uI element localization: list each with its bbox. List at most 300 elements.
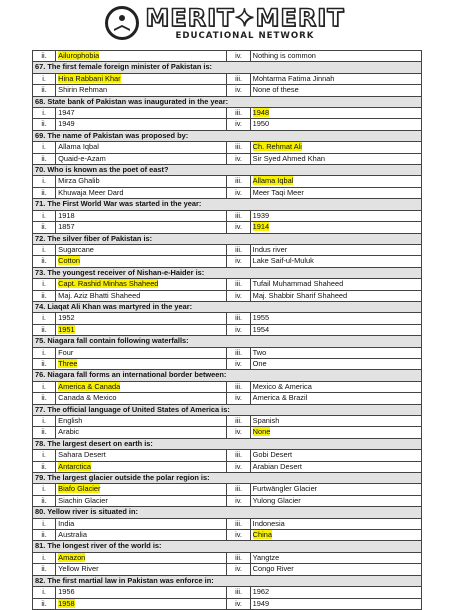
- option-number: [227, 244, 250, 255]
- option-label: India: [58, 518, 75, 528]
- option-number-label: iii.: [235, 587, 243, 597]
- option-row: [33, 108, 422, 119]
- option-label: Allama Iqbal: [58, 142, 99, 152]
- option-row: [33, 484, 422, 495]
- option-number-label: iii.: [235, 279, 243, 289]
- option-text: [56, 484, 227, 495]
- option-number-label: ii.: [41, 461, 47, 471]
- option-label: Australia: [58, 530, 87, 540]
- option-text: [250, 347, 421, 358]
- option-number-label: ii.: [41, 85, 47, 95]
- option-text: [250, 427, 421, 438]
- option-number: [227, 324, 250, 335]
- option-number: [227, 518, 250, 529]
- option-number-label: iii.: [235, 552, 243, 562]
- question-text: 79. The largest glacier outside the polar region is:: [33, 473, 422, 484]
- option-text: [56, 347, 227, 358]
- question-row: [33, 575, 422, 586]
- option-text: [250, 495, 421, 506]
- option-text: [250, 450, 421, 461]
- question-text: 67. The first female foreign minister of Pakistan is:: [33, 62, 422, 73]
- option-number: [227, 153, 250, 164]
- option-text: [56, 598, 227, 609]
- option-number: [227, 552, 250, 563]
- merit-logo-icon: [105, 6, 139, 40]
- correct-answer: Ailurophobia: [58, 51, 100, 60]
- option-row: [33, 279, 422, 290]
- option-number: [227, 51, 250, 62]
- option-text: [250, 176, 421, 187]
- option-number-label: ii.: [41, 358, 47, 368]
- question-text: 76. Niagara fall forms an international border between:: [33, 370, 422, 381]
- option-number: [33, 85, 56, 96]
- option-number: [227, 416, 250, 427]
- option-number: [227, 564, 250, 575]
- question-text: 78. The largest desert on earth is:: [33, 438, 422, 449]
- question-text: 75. Niagara fall contain following waterfalls:: [33, 336, 422, 347]
- option-number: [227, 85, 250, 96]
- option-row: [33, 598, 422, 609]
- option-row: [33, 222, 422, 233]
- option-label: Mexico & America: [252, 381, 312, 391]
- option-number-label: i.: [42, 176, 46, 186]
- option-row: [33, 416, 422, 427]
- option-number-label: iv.: [235, 598, 242, 608]
- question-row: [33, 96, 422, 107]
- option-number: [227, 142, 250, 153]
- option-label: Maj. Aziz Bhatti Shaheed: [58, 290, 141, 300]
- option-number: [227, 108, 250, 119]
- option-label: Tufail Muhammad Shaheed: [252, 279, 344, 289]
- option-row: [33, 244, 422, 255]
- option-number-label: ii.: [41, 222, 47, 232]
- option-label: English: [58, 416, 83, 425]
- option-number-label: i.: [42, 142, 46, 152]
- option-number: [227, 450, 250, 461]
- option-number-label: ii.: [41, 51, 47, 60]
- option-number-label: iii.: [235, 142, 243, 152]
- question-text: 80. Yellow river is situated in:: [33, 507, 422, 518]
- option-number-label: i.: [42, 347, 46, 357]
- option-text: [56, 587, 227, 598]
- option-number: [33, 347, 56, 358]
- option-text: [250, 552, 421, 563]
- option-label: Maj. Shabbir Sharif Shaheed: [252, 290, 348, 300]
- option-number-label: ii.: [41, 290, 47, 300]
- option-number-label: i.: [42, 108, 46, 118]
- option-label: Furtwängler Glacier: [252, 484, 318, 494]
- option-row: [33, 142, 422, 153]
- option-number-label: i.: [42, 450, 46, 460]
- question-row: [33, 507, 422, 518]
- option-row: [33, 450, 422, 461]
- option-number: [227, 176, 250, 187]
- option-number-label: ii.: [41, 153, 47, 163]
- option-row: [33, 358, 422, 369]
- option-text: [56, 450, 227, 461]
- option-text: [56, 564, 227, 575]
- option-label: Sugarcane: [58, 244, 94, 254]
- option-number: [33, 108, 56, 119]
- option-row: [33, 73, 422, 84]
- correct-answer: Allama Iqbal: [252, 176, 294, 186]
- option-label: Mohtarma Fatima Jinnah: [252, 73, 335, 83]
- option-row: [33, 427, 422, 438]
- option-number: [33, 244, 56, 255]
- option-row: [33, 119, 422, 130]
- option-text: [250, 290, 421, 301]
- option-label: 1956: [58, 587, 75, 597]
- option-number-label: iv.: [235, 51, 242, 60]
- option-text: [56, 416, 227, 427]
- option-number: [33, 324, 56, 335]
- option-row: [33, 347, 422, 358]
- option-label: Congo River: [252, 564, 294, 574]
- option-number-label: ii.: [41, 427, 47, 437]
- option-number: [227, 279, 250, 290]
- question-row: [33, 301, 422, 312]
- option-number-label: iv.: [235, 119, 242, 129]
- option-number-label: ii.: [41, 495, 47, 505]
- option-number-label: i.: [42, 73, 46, 83]
- option-number-label: i.: [42, 313, 46, 323]
- option-row: [33, 518, 422, 529]
- option-text: [56, 279, 227, 290]
- option-number: [227, 358, 250, 369]
- option-number-label: iii.: [235, 73, 243, 83]
- option-number-label: iii.: [235, 244, 243, 254]
- correct-answer: Capt. Rashid Minhas Shaheed: [58, 279, 159, 289]
- option-number: [227, 210, 250, 221]
- option-text: [56, 427, 227, 438]
- option-number: [33, 176, 56, 187]
- correct-answer: Amazon: [58, 552, 86, 562]
- option-number: [33, 416, 56, 427]
- option-number-label: iv.: [235, 324, 242, 334]
- option-number-label: iv.: [235, 290, 242, 300]
- option-number: [33, 256, 56, 267]
- brand-title: MERIT✦MERIT: [145, 3, 345, 32]
- option-number-label: ii.: [41, 564, 47, 574]
- option-number-label: iii.: [235, 518, 243, 528]
- option-number: [33, 187, 56, 198]
- option-number: [33, 598, 56, 609]
- option-number: [33, 358, 56, 369]
- option-number: [227, 222, 250, 233]
- question-text: 71. The First World War was started in the year:: [33, 199, 422, 210]
- question-text: 81. The longest river of the world is:: [33, 541, 422, 552]
- option-row: [33, 564, 422, 575]
- option-number-label: iv.: [235, 427, 242, 437]
- correct-answer: Three: [58, 358, 78, 368]
- option-text: [250, 587, 421, 598]
- option-number-label: iv.: [235, 530, 242, 540]
- option-text: [56, 290, 227, 301]
- option-number-label: iv.: [235, 187, 242, 197]
- option-number: [33, 279, 56, 290]
- option-label: Khuwaja Meer Dard: [58, 187, 124, 197]
- option-label: 1954: [252, 324, 270, 334]
- correct-answer: 1914: [252, 222, 270, 232]
- option-number: [227, 347, 250, 358]
- option-row: [33, 153, 422, 164]
- option-text: [250, 119, 421, 130]
- option-row: [33, 461, 422, 472]
- option-text: [56, 552, 227, 563]
- question-text: 72. The silver fiber of Pakistan is:: [33, 233, 422, 244]
- option-text: [250, 244, 421, 255]
- option-number-label: i.: [42, 279, 46, 289]
- option-label: Indus river: [252, 244, 288, 254]
- option-label: Two: [252, 347, 267, 357]
- option-text: [56, 153, 227, 164]
- option-label: 1939: [252, 210, 270, 220]
- correct-answer: None: [252, 427, 271, 437]
- option-number: [33, 518, 56, 529]
- option-number: [33, 51, 56, 62]
- option-number-label: iv.: [235, 256, 242, 266]
- option-text: [56, 495, 227, 506]
- option-number: [33, 313, 56, 324]
- option-number-label: i.: [42, 484, 46, 494]
- correct-answer: 1958: [58, 598, 75, 608]
- option-number: [33, 530, 56, 541]
- mcq-table: [32, 50, 422, 610]
- option-row: [33, 381, 422, 392]
- option-text: [250, 85, 421, 96]
- option-text: [56, 358, 227, 369]
- question-row: [33, 336, 422, 347]
- option-number: [33, 142, 56, 153]
- option-number: [227, 393, 250, 404]
- option-row: [33, 51, 422, 62]
- option-label: Arabic: [58, 427, 80, 437]
- option-label: Lake Saif-ul-Muluk: [252, 256, 314, 266]
- option-number-label: ii.: [41, 393, 47, 403]
- option-row: [33, 313, 422, 324]
- option-label: Arabian Desert: [252, 461, 302, 471]
- option-number: [227, 530, 250, 541]
- option-label: 1955: [252, 313, 270, 323]
- option-number-label: iv.: [235, 222, 242, 232]
- option-label: Mirza Ghalib: [58, 176, 100, 186]
- question-row: [33, 370, 422, 381]
- option-label: 1962: [252, 587, 270, 597]
- question-row: [33, 62, 422, 73]
- question-row: [33, 541, 422, 552]
- option-number-label: iii.: [235, 416, 243, 425]
- option-text: [250, 142, 421, 153]
- option-number: [227, 290, 250, 301]
- question-text: 74. Liaqat Ali Khan was martyred in the year:: [33, 301, 422, 312]
- option-number: [227, 427, 250, 438]
- option-text: [250, 381, 421, 392]
- correct-answer: Cotton: [58, 256, 80, 266]
- question-text: 69. The name of Pakistan was proposed by:: [33, 130, 422, 141]
- option-label: 1918: [58, 210, 75, 220]
- option-text: [56, 222, 227, 233]
- option-text: [56, 256, 227, 267]
- question-text: 77. The official language of United States of America is:: [33, 404, 422, 415]
- option-number: [227, 256, 250, 267]
- option-number-label: ii.: [41, 119, 47, 129]
- question-text: 70. Who is known as the poet of east?: [33, 165, 422, 176]
- option-text: [56, 119, 227, 130]
- option-label: Sahara Desert: [58, 450, 106, 460]
- option-number: [33, 552, 56, 563]
- option-label: Four: [58, 347, 74, 357]
- option-text: [56, 530, 227, 541]
- option-row: [33, 210, 422, 221]
- option-label: None of these: [252, 85, 299, 95]
- question-row: [33, 130, 422, 141]
- question-row: [33, 199, 422, 210]
- option-number-label: i.: [42, 587, 46, 597]
- correct-answer: America & Canada: [58, 381, 121, 391]
- option-row: [33, 187, 422, 198]
- option-number-label: ii.: [41, 530, 47, 540]
- option-text: [250, 313, 421, 324]
- option-number-label: ii.: [41, 187, 47, 197]
- option-number-label: i.: [42, 552, 46, 562]
- option-label: Indonesia: [252, 518, 285, 528]
- option-number-label: iii.: [235, 484, 243, 494]
- option-number: [33, 495, 56, 506]
- question-row: [33, 233, 422, 244]
- correct-answer: 1951: [58, 324, 75, 334]
- option-number-label: iv.: [235, 564, 242, 574]
- option-number: [33, 210, 56, 221]
- option-label: Yangtze: [252, 552, 280, 562]
- option-label: 1949: [58, 119, 75, 129]
- option-number-label: iv.: [235, 461, 242, 471]
- option-text: [56, 244, 227, 255]
- option-number-label: iii.: [235, 313, 243, 323]
- option-label: Nothing is common: [252, 51, 316, 60]
- option-number-label: i.: [42, 416, 46, 425]
- option-text: [250, 461, 421, 472]
- option-number-label: iii.: [235, 450, 243, 460]
- option-number: [33, 73, 56, 84]
- correct-answer: 1948: [252, 108, 270, 118]
- option-row: [33, 256, 422, 267]
- option-label: 1947: [58, 108, 75, 118]
- option-number-label: iv.: [235, 495, 242, 505]
- option-text: [250, 73, 421, 84]
- option-text: [250, 324, 421, 335]
- option-number: [33, 153, 56, 164]
- option-text: [56, 518, 227, 529]
- correct-answer: Ch. Rehmat Ali: [252, 142, 302, 152]
- option-number: [33, 290, 56, 301]
- option-text: [56, 461, 227, 472]
- option-label: Shirin Rehman: [58, 85, 108, 95]
- option-label: 1857: [58, 222, 75, 232]
- option-number: [227, 598, 250, 609]
- option-row: [33, 495, 422, 506]
- option-text: [250, 108, 421, 119]
- option-text: [56, 176, 227, 187]
- option-number: [227, 313, 250, 324]
- option-label: America & Brazil: [252, 393, 308, 403]
- option-label: Sir Syed Ahmed Khan: [252, 153, 325, 163]
- option-label: Meer Taqi Meer: [252, 187, 304, 197]
- book-person-icon: [111, 12, 133, 34]
- question-row: [33, 404, 422, 415]
- option-number: [33, 564, 56, 575]
- option-label: Siachin Glacier: [58, 495, 108, 505]
- option-text: [250, 187, 421, 198]
- option-text: [56, 313, 227, 324]
- option-row: [33, 324, 422, 335]
- option-text: [250, 210, 421, 221]
- option-number: [33, 484, 56, 495]
- option-number: [227, 461, 250, 472]
- question-row: [33, 438, 422, 449]
- option-text: [250, 153, 421, 164]
- question-row: [33, 473, 422, 484]
- option-label: Yellow River: [58, 564, 99, 574]
- option-row: [33, 552, 422, 563]
- option-number-label: iii.: [235, 108, 243, 118]
- option-number-label: iv.: [235, 85, 242, 95]
- option-number-label: i.: [42, 381, 46, 391]
- option-text: [250, 518, 421, 529]
- option-number: [33, 587, 56, 598]
- option-number-label: i.: [42, 244, 46, 254]
- option-number-label: i.: [42, 518, 46, 528]
- option-number: [227, 381, 250, 392]
- option-number-label: iii.: [235, 210, 243, 220]
- question-row: [33, 165, 422, 176]
- option-text: [250, 51, 421, 62]
- option-number-label: iv.: [235, 393, 242, 403]
- option-label: Quaid-e-Azam: [58, 153, 106, 163]
- question-row: [33, 267, 422, 278]
- option-text: [56, 393, 227, 404]
- option-text: [250, 416, 421, 427]
- option-row: [33, 290, 422, 301]
- option-row: [33, 176, 422, 187]
- option-number-label: iii.: [235, 176, 243, 186]
- correct-answer: China: [252, 530, 272, 540]
- option-text: [250, 393, 421, 404]
- option-text: [250, 279, 421, 290]
- option-text: [56, 381, 227, 392]
- option-row: [33, 530, 422, 541]
- option-text: [250, 484, 421, 495]
- option-text: [56, 108, 227, 119]
- option-text: [250, 222, 421, 233]
- question-text: 82. The first martial law in Pakistan was enforce in:: [33, 575, 422, 586]
- option-text: [56, 142, 227, 153]
- option-number: [33, 450, 56, 461]
- option-number: [33, 119, 56, 130]
- option-number: [33, 222, 56, 233]
- option-text: [250, 598, 421, 609]
- option-number: [33, 381, 56, 392]
- option-text: [56, 73, 227, 84]
- option-text: [250, 358, 421, 369]
- option-text: [56, 187, 227, 198]
- option-text: [56, 324, 227, 335]
- brand-subtitle: EDUCATIONAL NETWORK: [175, 30, 315, 41]
- option-text: [250, 256, 421, 267]
- option-label: Canada & Mexico: [58, 393, 117, 403]
- option-label: Spanish: [252, 416, 280, 425]
- option-row: [33, 85, 422, 96]
- option-label: Yulong Glacier: [252, 495, 301, 505]
